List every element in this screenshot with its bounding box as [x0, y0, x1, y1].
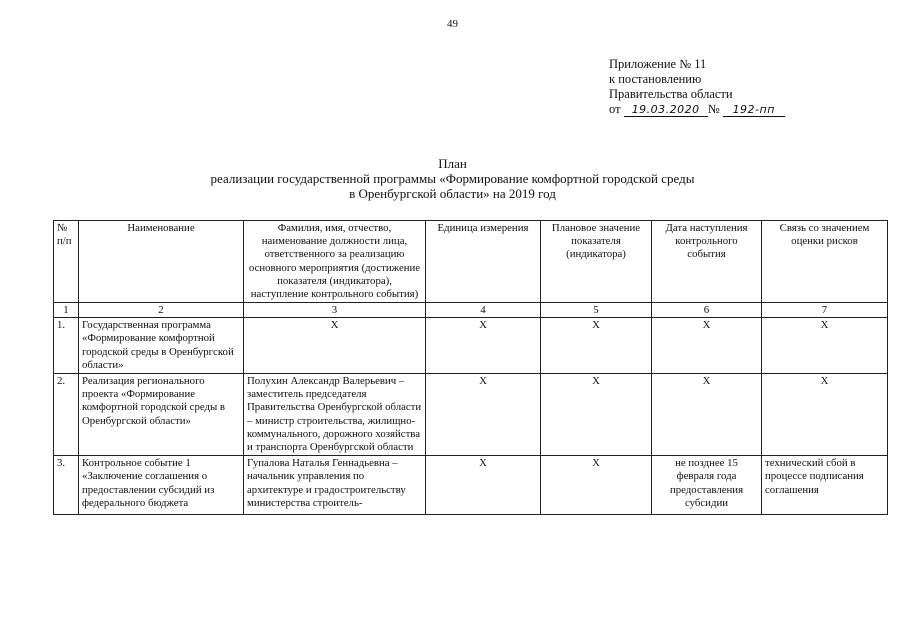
table-row [54, 318, 888, 374]
row-risk: Х [762, 318, 888, 374]
row-unit: Х [426, 374, 541, 456]
number-sign: № [707, 102, 720, 116]
column-number: 5 [541, 303, 652, 318]
column-number: 2 [79, 303, 244, 318]
appendix-date-line [609, 102, 785, 117]
appendix-block [609, 57, 785, 117]
table-row [54, 374, 888, 456]
row-responsible-text: Гупалова Наталья Геннадьевна – начальник управления по архитектуре и градостроительству министерства строитель- [247, 457, 406, 509]
column-number: 6 [652, 303, 762, 318]
row-planned: Х [541, 374, 652, 456]
document-subtitle-line-1: реализации государственной программы «Формирование комфортной городской среды [210, 171, 695, 186]
header-num: № п/п [54, 221, 79, 303]
row-date-text: не позднее 15 февраля года предоставления субсидии [669, 457, 744, 509]
row-name-text: Контрольное событие 1 «Заключение соглашения о предоставлении субсидий из федерального бюджета [82, 457, 215, 509]
table-header-row [54, 221, 888, 303]
row-num: 3. [54, 456, 79, 515]
handwritten-date: 19.03.2020 [624, 104, 708, 117]
row-name [79, 456, 244, 515]
handwritten-number: 192-пп [723, 104, 785, 117]
row-risk: Х [762, 374, 888, 456]
appendix-line-1: Приложение № 11 [609, 57, 707, 71]
plan-table [53, 220, 888, 515]
column-number: 3 [244, 303, 426, 318]
column-number-row [54, 303, 888, 318]
header-date: Дата наступления контрольного события [652, 221, 762, 303]
table-row [54, 456, 888, 515]
appendix-line-2: к постановлению [609, 72, 702, 86]
page-number: 49 [447, 18, 458, 30]
row-date: Х [652, 374, 762, 456]
column-number: 4 [426, 303, 541, 318]
header-responsible: Фамилия, имя, отчество, наименование должности лица, ответственного за реализацию основного мероприятия (достижение показателя (индикатора), наступление контрольного события) [244, 221, 426, 303]
row-responsible [244, 456, 426, 515]
column-number: 7 [762, 303, 888, 318]
row-name: Государственная программа «Формирование комфортной городской среды в Оренбургской области» [79, 318, 244, 374]
header-risk: Связь со значением оценки рисков [762, 221, 888, 303]
document-subtitle-line-2: в Оренбургской области» на 2019 год [349, 186, 556, 201]
row-num: 2. [54, 374, 79, 456]
row-risk-text: технический сбой в процессе подписания соглашения [765, 457, 864, 496]
header-unit: Единица измерения [426, 221, 541, 303]
appendix-line-3: Правительства области [609, 87, 733, 101]
document-title: План [438, 156, 467, 171]
date-prefix: от [609, 102, 621, 116]
row-risk [762, 456, 888, 515]
header-planned: Плановое значение показателя (индикатора) [541, 221, 652, 303]
row-unit: Х [426, 456, 541, 515]
row-name: Реализация регионального проекта «Формирование комфортной городской среды в Оренбургской области» [79, 374, 244, 456]
row-responsible: Полухин Александр Валерьевич – заместитель председателя Правительства Оренбургской области – министр строительства, жилищно-коммунального, дорожного хозяйства и транспорта Оренбургской области [244, 374, 426, 456]
row-date: Х [652, 318, 762, 374]
row-date [652, 456, 762, 515]
header-name: Наименование [79, 221, 244, 303]
row-planned: Х [541, 318, 652, 374]
column-number: 1 [54, 303, 79, 318]
row-num: 1. [54, 318, 79, 374]
row-responsible: Х [244, 318, 426, 374]
row-planned: Х [541, 456, 652, 515]
row-unit: Х [426, 318, 541, 374]
